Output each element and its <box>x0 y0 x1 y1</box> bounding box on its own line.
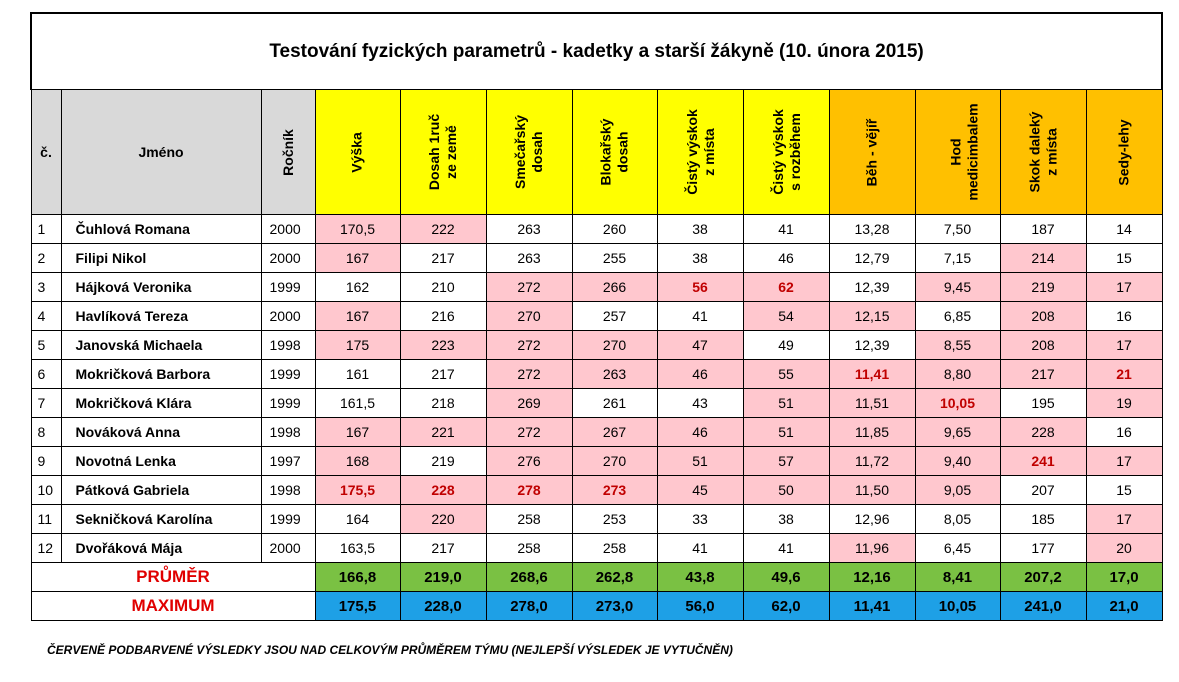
result-cell: 222 <box>400 215 486 244</box>
rows-body <box>31 215 1162 563</box>
result-cell: 219 <box>400 447 486 476</box>
header-col-label <box>1116 119 1133 185</box>
birth-year: 1997 <box>261 447 315 476</box>
average-value: 268,6 <box>486 563 572 592</box>
result-cell: 57 <box>743 447 829 476</box>
maximum-value: 228,0 <box>400 592 486 621</box>
athlete-name: Čuhlová Romana <box>61 215 261 244</box>
header-col-label <box>512 115 546 189</box>
result-cell: 228 <box>1000 418 1086 447</box>
table-row <box>31 418 1162 447</box>
table-row <box>31 215 1162 244</box>
table-row <box>31 360 1162 389</box>
result-cell: 17 <box>1086 331 1162 360</box>
athlete-name: Nováková Anna <box>61 418 261 447</box>
result-cell: 20 <box>1086 534 1162 563</box>
row-number: 5 <box>31 331 61 360</box>
result-cell: 272 <box>486 360 572 389</box>
birth-year: 1998 <box>261 476 315 505</box>
header-number <box>31 90 61 215</box>
header-col-0 <box>315 90 400 215</box>
header-col-label <box>947 103 981 200</box>
result-cell: 46 <box>657 418 743 447</box>
athlete-name: Havlíková Tereza <box>61 302 261 331</box>
row-number: 2 <box>31 244 61 273</box>
result-cell: 208 <box>1000 331 1086 360</box>
row-number: 1 <box>31 215 61 244</box>
athlete-name: Sekničková Karolína <box>61 505 261 534</box>
result-cell: 278 <box>486 476 572 505</box>
athlete-name: Hájková Veronika <box>61 273 261 302</box>
result-cell: 175 <box>315 331 400 360</box>
maximum-value: 11,41 <box>829 592 915 621</box>
result-cell: 62 <box>743 273 829 302</box>
row-number: 11 <box>31 505 61 534</box>
result-cell: 208 <box>1000 302 1086 331</box>
header-col-3 <box>572 90 657 215</box>
table-row <box>31 244 1162 273</box>
table-row <box>31 273 1162 302</box>
result-cell: 33 <box>657 505 743 534</box>
result-cell: 263 <box>486 244 572 273</box>
result-cell: 270 <box>486 302 572 331</box>
header-col-label <box>598 119 632 186</box>
result-cell: 9,45 <box>915 273 1000 302</box>
birth-year: 1999 <box>261 505 315 534</box>
table-title: Testování fyzických parametrů - kadetky a starší žákyně (10. února 2015) <box>31 13 1162 90</box>
header-col-label-line: Výška <box>348 131 365 173</box>
athlete-name: Janovská Michaela <box>61 331 261 360</box>
result-cell: 7,50 <box>915 215 1000 244</box>
maximum-label: MAXIMUM <box>31 592 315 621</box>
header-name-label: Jméno <box>138 144 184 160</box>
result-cell: 267 <box>572 418 657 447</box>
summary-body <box>31 563 1162 621</box>
header-col-label-line: Běh - vějíř <box>863 118 880 186</box>
result-cell: 257 <box>572 302 657 331</box>
result-cell: 217 <box>1000 360 1086 389</box>
result-cell: 11,96 <box>829 534 915 563</box>
header-col-7 <box>915 90 1000 215</box>
maximum-value: 278,0 <box>486 592 572 621</box>
header-col-label-line: Čistý výskok <box>769 109 786 195</box>
header-col-label-line: Blokařský <box>597 118 614 186</box>
result-cell: 261 <box>572 389 657 418</box>
result-cell: 11,85 <box>829 418 915 447</box>
results-table <box>30 12 1163 621</box>
athlete-name: Filipi Nikol <box>61 244 261 273</box>
athlete-name: Pátková Gabriela <box>61 476 261 505</box>
result-cell: 220 <box>400 505 486 534</box>
result-cell: 46 <box>657 360 743 389</box>
result-cell: 11,41 <box>829 360 915 389</box>
result-cell: 12,39 <box>829 273 915 302</box>
result-cell: 223 <box>400 331 486 360</box>
result-cell: 38 <box>657 215 743 244</box>
result-cell: 15 <box>1086 244 1162 273</box>
row-number: 10 <box>31 476 61 505</box>
average-row <box>31 563 1162 592</box>
result-cell: 163,5 <box>315 534 400 563</box>
result-cell: 50 <box>743 476 829 505</box>
result-cell: 49 <box>743 331 829 360</box>
result-cell: 266 <box>572 273 657 302</box>
result-cell: 228 <box>400 476 486 505</box>
result-cell: 55 <box>743 360 829 389</box>
result-cell: 11,51 <box>829 389 915 418</box>
row-number: 9 <box>31 447 61 476</box>
header-year <box>261 90 315 215</box>
result-cell: 17 <box>1086 447 1162 476</box>
birth-year: 1999 <box>261 360 315 389</box>
result-cell: 45 <box>657 476 743 505</box>
row-number: 12 <box>31 534 61 563</box>
result-cell: 8,05 <box>915 505 1000 534</box>
result-cell: 272 <box>486 273 572 302</box>
result-cell: 269 <box>486 389 572 418</box>
result-cell: 162 <box>315 273 400 302</box>
average-value: 12,16 <box>829 563 915 592</box>
row-number: 6 <box>31 360 61 389</box>
header-col-6 <box>829 90 915 215</box>
result-cell: 43 <box>657 389 743 418</box>
header-col-label-line: Hod <box>947 138 964 166</box>
header-name <box>61 90 261 215</box>
result-cell: 14 <box>1086 215 1162 244</box>
result-cell: 41 <box>657 534 743 563</box>
result-cell: 13,28 <box>829 215 915 244</box>
result-cell: 168 <box>315 447 400 476</box>
maximum-value: 62,0 <box>743 592 829 621</box>
result-cell: 221 <box>400 418 486 447</box>
result-cell: 253 <box>572 505 657 534</box>
average-label: PRŮMĚR <box>31 563 315 592</box>
header-col-8 <box>1000 90 1086 215</box>
table-row <box>31 302 1162 331</box>
result-cell: 270 <box>572 447 657 476</box>
result-cell: 51 <box>657 447 743 476</box>
result-cell: 7,15 <box>915 244 1000 273</box>
header-col-label-line: s rozběhem <box>786 113 803 191</box>
table-row <box>31 505 1162 534</box>
result-cell: 8,80 <box>915 360 1000 389</box>
header-col-2 <box>486 90 572 215</box>
result-cell: 187 <box>1000 215 1086 244</box>
result-cell: 19 <box>1086 389 1162 418</box>
header-col-label <box>683 109 717 195</box>
result-cell: 12,79 <box>829 244 915 273</box>
header-col-label <box>769 109 803 195</box>
table-row <box>31 534 1162 563</box>
result-cell: 210 <box>400 273 486 302</box>
row-number: 8 <box>31 418 61 447</box>
result-cell: 12,96 <box>829 505 915 534</box>
result-cell: 41 <box>657 302 743 331</box>
header-col-label-line: z místa <box>700 128 717 176</box>
result-cell: 185 <box>1000 505 1086 534</box>
result-cell: 241 <box>1000 447 1086 476</box>
average-value: 8,41 <box>915 563 1000 592</box>
birth-year: 1999 <box>261 389 315 418</box>
header-col-label-line: dosah <box>528 131 545 173</box>
result-cell: 263 <box>572 360 657 389</box>
birth-year: 2000 <box>261 215 315 244</box>
header-col-label-line: dosah <box>614 131 631 173</box>
result-cell: 56 <box>657 273 743 302</box>
result-cell: 15 <box>1086 476 1162 505</box>
result-cell: 270 <box>572 331 657 360</box>
result-cell: 17 <box>1086 505 1162 534</box>
header-col-1 <box>400 90 486 215</box>
result-cell: 161,5 <box>315 389 400 418</box>
result-cell: 51 <box>743 418 829 447</box>
result-cell: 276 <box>486 447 572 476</box>
result-cell: 260 <box>572 215 657 244</box>
table-row <box>31 476 1162 505</box>
result-cell: 263 <box>486 215 572 244</box>
athlete-name: Novotná Lenka <box>61 447 261 476</box>
result-cell: 9,65 <box>915 418 1000 447</box>
result-cell: 161 <box>315 360 400 389</box>
maximum-value: 10,05 <box>915 592 1000 621</box>
header-col-label <box>349 132 366 172</box>
result-cell: 195 <box>1000 389 1086 418</box>
result-cell: 272 <box>486 418 572 447</box>
result-cell: 8,55 <box>915 331 1000 360</box>
header-col-label-line: Dosah 1ruč <box>426 113 442 191</box>
table-row <box>31 389 1162 418</box>
result-cell: 216 <box>400 302 486 331</box>
header-col-label-line: medicimbalem <box>964 103 981 201</box>
result-cell: 12,15 <box>829 302 915 331</box>
result-cell: 273 <box>572 476 657 505</box>
result-cell: 219 <box>1000 273 1086 302</box>
birth-year: 2000 <box>261 302 315 331</box>
result-cell: 258 <box>486 505 572 534</box>
average-value: 49,6 <box>743 563 829 592</box>
header-col-label <box>863 118 880 186</box>
athlete-name: Mokričková Barbora <box>61 360 261 389</box>
result-cell: 255 <box>572 244 657 273</box>
header-number-label: č. <box>40 144 52 160</box>
result-cell: 21 <box>1086 360 1162 389</box>
result-cell: 177 <box>1000 534 1086 563</box>
result-cell: 214 <box>1000 244 1086 273</box>
maximum-row <box>31 592 1162 621</box>
result-cell: 41 <box>743 215 829 244</box>
average-value: 166,8 <box>315 563 400 592</box>
result-cell: 167 <box>315 244 400 273</box>
header-col-label <box>426 114 460 190</box>
result-cell: 38 <box>657 244 743 273</box>
birth-year: 1998 <box>261 418 315 447</box>
result-cell: 217 <box>400 534 486 563</box>
header-col-9 <box>1086 90 1162 215</box>
results-sheet <box>30 12 1161 621</box>
result-cell: 16 <box>1086 302 1162 331</box>
header-col-label-line: Skok daleký <box>1026 111 1042 193</box>
result-cell: 47 <box>657 331 743 360</box>
result-cell: 6,45 <box>915 534 1000 563</box>
birth-year: 2000 <box>261 244 315 273</box>
result-cell: 11,72 <box>829 447 915 476</box>
header-col-5 <box>743 90 829 215</box>
average-value: 207,2 <box>1000 563 1086 592</box>
birth-year: 1998 <box>261 331 315 360</box>
header-col-label-line: z místa <box>1043 128 1059 176</box>
header-year-label: Ročník <box>279 128 296 176</box>
result-cell: 167 <box>315 302 400 331</box>
athlete-name: Mokričková Klára <box>61 389 261 418</box>
average-value: 17,0 <box>1086 563 1162 592</box>
header-col-label-line: Sedy-lehy <box>1115 118 1132 186</box>
result-cell: 175,5 <box>315 476 400 505</box>
result-cell: 10,05 <box>915 389 1000 418</box>
header-col-label <box>1026 112 1060 193</box>
result-cell: 272 <box>486 331 572 360</box>
result-cell: 41 <box>743 534 829 563</box>
result-cell: 207 <box>1000 476 1086 505</box>
result-cell: 51 <box>743 389 829 418</box>
table-row <box>31 331 1162 360</box>
birth-year: 1999 <box>261 273 315 302</box>
header-row <box>31 90 1162 215</box>
header-col-label-line: ze země <box>443 125 459 179</box>
average-value: 262,8 <box>572 563 657 592</box>
result-cell: 164 <box>315 505 400 534</box>
athlete-name: Dvořáková Mája <box>61 534 261 563</box>
birth-year: 2000 <box>261 534 315 563</box>
result-cell: 38 <box>743 505 829 534</box>
result-cell: 17 <box>1086 273 1162 302</box>
result-cell: 217 <box>400 244 486 273</box>
result-cell: 12,39 <box>829 331 915 360</box>
result-cell: 46 <box>743 244 829 273</box>
result-cell: 11,50 <box>829 476 915 505</box>
header-col-label-line: Smečařský <box>511 115 528 189</box>
result-cell: 16 <box>1086 418 1162 447</box>
header-col-4 <box>657 90 743 215</box>
result-cell: 218 <box>400 389 486 418</box>
result-cell: 217 <box>400 360 486 389</box>
result-cell: 258 <box>486 534 572 563</box>
result-cell: 170,5 <box>315 215 400 244</box>
maximum-value: 175,5 <box>315 592 400 621</box>
maximum-value: 56,0 <box>657 592 743 621</box>
result-cell: 9,40 <box>915 447 1000 476</box>
average-value: 219,0 <box>400 563 486 592</box>
maximum-value: 273,0 <box>572 592 657 621</box>
header-col-label-line: Čistý výskok <box>683 109 700 195</box>
maximum-value: 21,0 <box>1086 592 1162 621</box>
result-cell: 9,05 <box>915 476 1000 505</box>
row-number: 7 <box>31 389 61 418</box>
row-number: 4 <box>31 302 61 331</box>
result-cell: 167 <box>315 418 400 447</box>
result-cell: 258 <box>572 534 657 563</box>
footnote: ČERVENĚ PODBARVENÉ VÝSLEDKY JSOU NAD CELKOVÝM PRŮMĚREM TÝMU (NEJLEPŠÍ VÝSLEDEK JE VYTUČNĚN) <box>47 643 733 657</box>
result-cell: 6,85 <box>915 302 1000 331</box>
table-row <box>31 447 1162 476</box>
row-number: 3 <box>31 273 61 302</box>
maximum-value: 241,0 <box>1000 592 1086 621</box>
average-value: 43,8 <box>657 563 743 592</box>
result-cell: 54 <box>743 302 829 331</box>
